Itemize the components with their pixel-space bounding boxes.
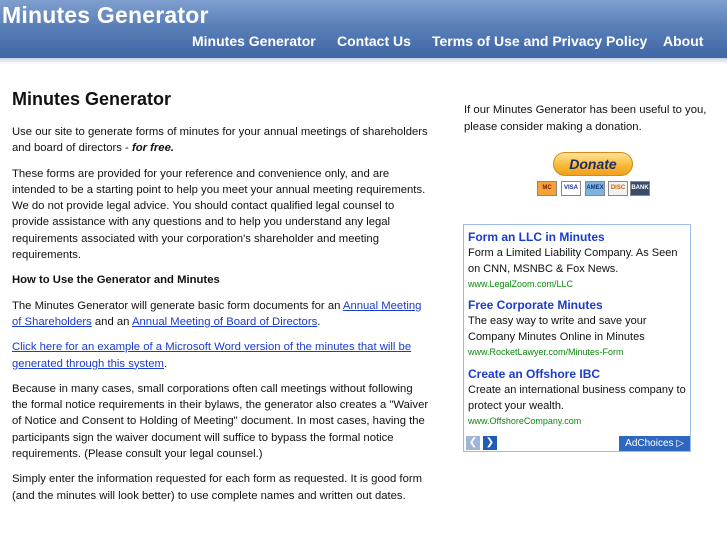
nav-contact-us[interactable]: Contact Us <box>337 33 411 49</box>
chevron-right-icon[interactable]: ❯ <box>483 436 497 450</box>
site-title[interactable]: Minutes Generator <box>2 2 209 28</box>
ad-item[interactable] <box>468 229 688 291</box>
play-triangle-icon: ▷ <box>676 438 684 449</box>
chevron-left-icon[interactable]: ❮ <box>466 436 480 450</box>
visa-icon: VISA <box>561 181 581 196</box>
ad-footer <box>464 434 690 451</box>
header-shadow <box>0 58 727 64</box>
nav-minutes-generator[interactable]: Minutes Generator <box>192 33 316 49</box>
main-content <box>12 88 430 513</box>
discover-icon: DISC <box>608 181 628 196</box>
howto-heading: How to Use the Generator and Minutes <box>12 274 220 287</box>
generator-paragraph: The Minutes Generator will generate basic form documents for an Annual Meeting of Shareholders and an Annual Meeting of Board of Directors. <box>12 299 422 328</box>
donate-widget <box>537 152 651 198</box>
amex-icon: AMEX <box>585 181 605 196</box>
ad-block <box>463 224 691 452</box>
ad-title[interactable]: Create an Offshore IBC <box>468 367 601 381</box>
ad-description: The easy way to write and save your Company Minutes Online in Minutes <box>468 315 647 343</box>
board-meeting-link[interactable]: Annual Meeting of Board of Directors <box>131 315 318 328</box>
ad-url[interactable]: www.OffshoreCompany.com <box>468 416 582 426</box>
word-example-link[interactable]: Click here for an example of a Microsoft Word version of the minutes that will be generated through this system <box>12 341 412 370</box>
ad-description: Create an international business company to protect your wealth. <box>468 384 686 412</box>
for-free-emphasis: for free. <box>131 142 174 155</box>
disclaimer-paragraph: These forms are provided for your reference and convenience only, and are intended to be a starting point to help you meet your annual meeting requirements. We do not provide legal advice. You should contact qualified legal counsel to provide assistance with any questions and to help you understand any legal requirements associated with your corporation's shareholder and meeting requirements. <box>12 167 426 262</box>
donate-text: If our Minutes Generator has been useful to you, please consider making a donation. <box>464 104 707 133</box>
adchoices-badge[interactable]: AdChoices ▷ <box>619 436 690 451</box>
ad-title[interactable]: Form an LLC in Minutes <box>468 230 605 244</box>
intro-paragraph: Use our site to generate forms of minutes for your annual meetings of shareholders and board of directors - for free. <box>12 126 428 155</box>
instructions-paragraph: Simply enter the information requested for each form as requested. It is good form (and the minutes will look better) to use complete names and written out dates. <box>12 473 423 502</box>
shareholders-meeting-link[interactable]: Annual Meeting of Shareholders <box>12 299 422 328</box>
waiver-paragraph: Because in many cases, small corporations often call meetings without following the formal notice requirements in their bylaws, the generator also creates a "Waiver of Notice and Consent to Holding of Meeting" document. In most cases, having the participants sign the waiver document will suffice to bypass the formal notice requirements. (Please consult your legal counsel.) <box>12 382 429 461</box>
ad-url[interactable]: www.RocketLawyer.com/Minutes-Form <box>468 347 624 357</box>
ad-url[interactable]: www.LegalZoom.com/LLC <box>468 279 574 289</box>
page-title: Minutes Generator <box>12 89 172 109</box>
donate-button[interactable]: Donate <box>553 152 633 176</box>
payment-cards <box>537 181 651 197</box>
ad-item[interactable] <box>468 366 688 428</box>
nav-about[interactable]: About <box>663 33 704 49</box>
nav-terms-privacy[interactable]: Terms of Use and Privacy Policy <box>432 33 648 49</box>
ad-item[interactable] <box>468 297 688 359</box>
ad-title[interactable]: Free Corporate Minutes <box>468 298 603 312</box>
ad-description: Form a Limited Liability Company. As Seen on CNN, MSNBC & Fox News. <box>468 247 678 275</box>
example-paragraph: Click here for an example of a Microsoft Word version of the minutes that will be generated through this system. <box>12 341 412 370</box>
bank-icon: BANK <box>630 181 650 196</box>
mastercard-icon: MC <box>537 181 557 196</box>
site-header <box>0 0 727 58</box>
